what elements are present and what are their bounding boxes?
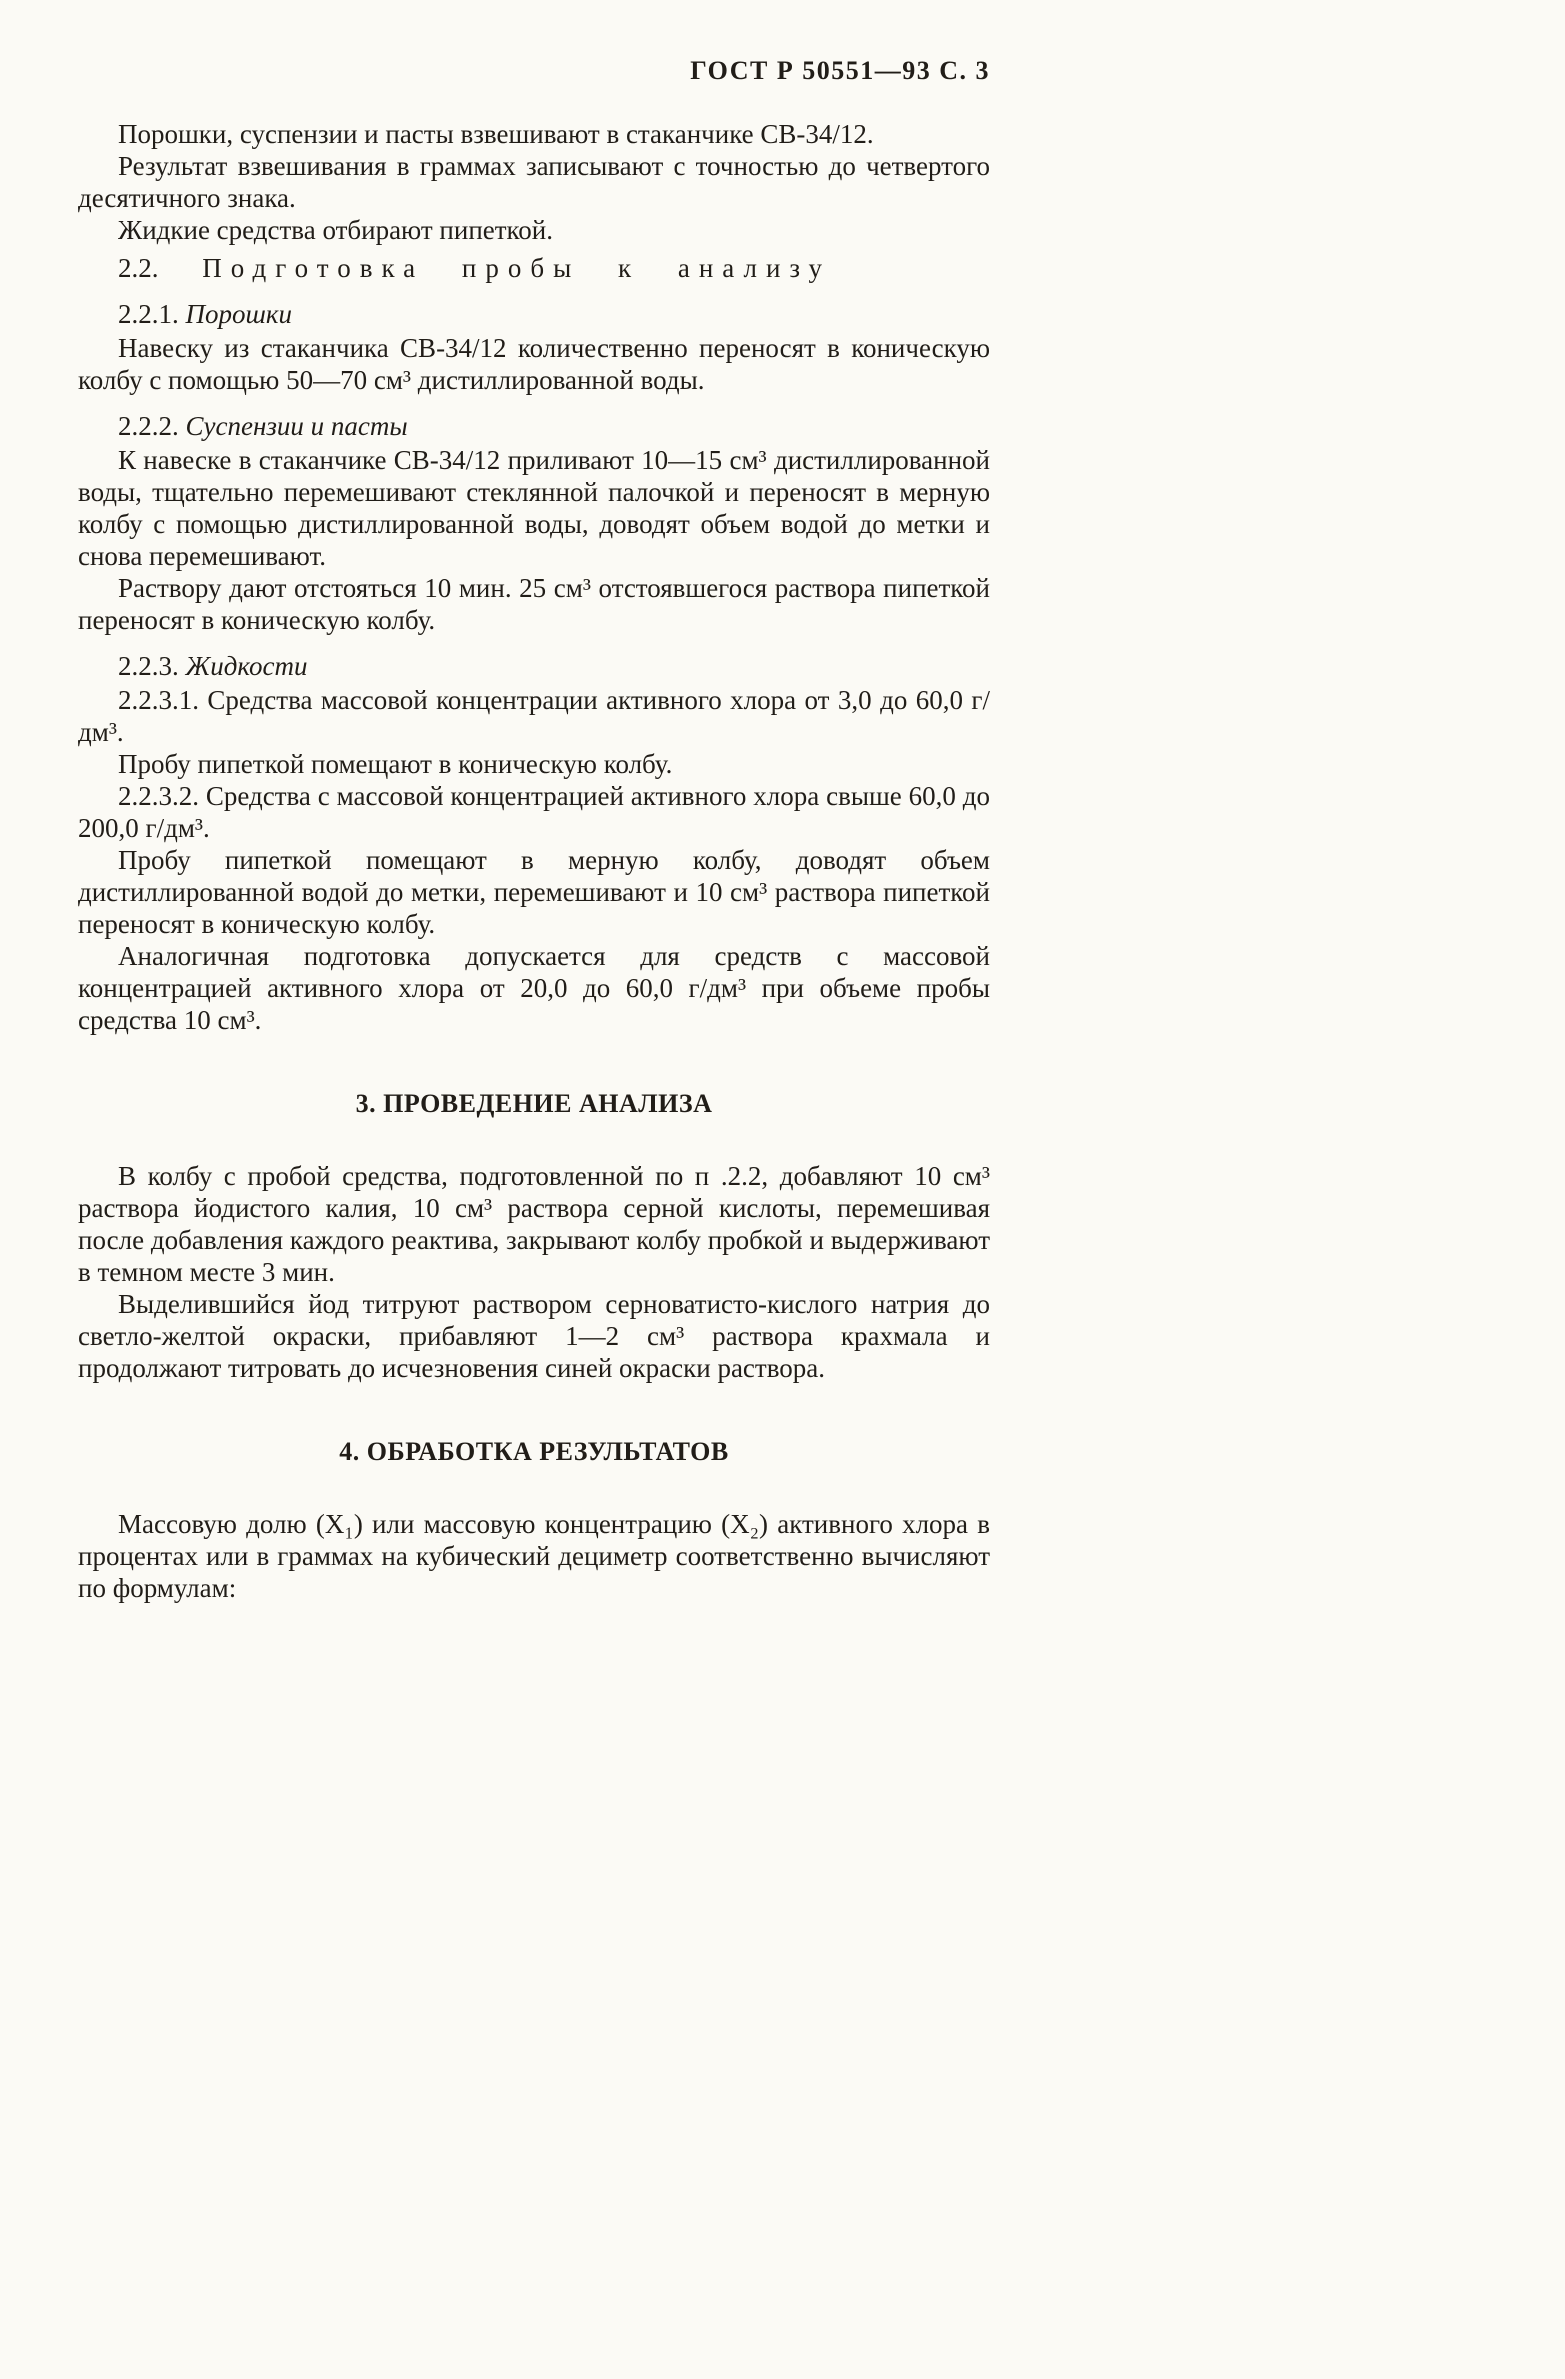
text-column: [78, 0, 990, 1604]
paragraph: Выделившийся йод титруют раствором серноватисто-кислого натрия до светло-желтой окраски, прибавляют 1—2 см³ раствора крахмала и продолжают титровать до исчезновения синей окраски раствора.: [78, 1289, 990, 1383]
paragraph: Результат взвешивания в граммах записывают с точностью до четвертого десятичного знака.: [78, 151, 990, 213]
paragraph: Навеску из стаканчика СВ-34/12 количественно переносят в коническую колбу с помощью 50—70 см³ дистиллированной воды.: [78, 333, 990, 395]
paragraph: К навеске в стаканчике СВ-34/12 приливают 10—15 см³ дистиллированной воды, тщательно перемешивают стеклянной палочкой и переносят в мерную колбу с помощью дистиллированной воды, доводят объем водой до метки и снова перемешивают.: [78, 445, 990, 571]
subheading: [78, 650, 990, 682]
document-content: [78, 118, 990, 1604]
paragraph: Пробу пипеткой помещают в коническую колбу.: [118, 749, 673, 779]
heading-number: 2.2.: [118, 253, 159, 283]
paragraph: 2.2.3.1. Средства массовой концентрации активного хлора от 3,0 до 60,0 г/дм³.: [78, 685, 990, 747]
paragraph: Массовую долю (X₁) или массовую концентрацию (X₂) активного хлора в процентах или в граммах на кубический дециметр соответственно вычисляют по формулам:: [78, 1509, 990, 1603]
heading-number: 2.2.2.: [118, 411, 179, 441]
paragraph: Пробу пипеткой помещают в мерную колбу, доводят объем дистиллированной водой до метки, перемешивают и 10 см³ раствора пипеткой переносят в коническую колбу.: [78, 845, 990, 939]
spaced-heading: [78, 252, 990, 284]
heading-title: Жидкости: [178, 651, 308, 681]
heading-title: Суспензии и пасты: [178, 411, 408, 441]
subheading: [78, 410, 990, 442]
paragraph: Раствору дают отстояться 10 мин. 25 см³ отстоявшегося раствора пипеткой переносят в коническую колбу.: [78, 573, 990, 635]
heading-number: 2.2.1.: [118, 299, 179, 329]
heading-number: 2.2.3.: [118, 651, 179, 681]
paragraph: Жидкие средства отбирают пипеткой.: [118, 215, 553, 245]
heading-title: Подготовка пробы к анализу: [164, 253, 832, 283]
paragraph: Аналогичная подготовка допускается для средств с массовой концентрацией активного хлора от 20,0 до 60,0 г/дм³ при объеме пробы средства 10 см³.: [78, 941, 990, 1035]
section-heading: 3. ПРОВЕДЕНИЕ АНАЛИЗА: [355, 1089, 713, 1118]
heading-title: Порошки: [178, 299, 293, 329]
paragraph: 2.2.3.2. Средства с массовой концентрацией активного хлора свыше 60,0 до 200,0 г/дм³.: [78, 781, 990, 843]
paragraph: В колбу с пробой средства, подготовленной по п .2.2, добавляют 10 см³ раствора йодистого калия, 10 см³ раствора серной кислоты, перемешивая после добавления каждого реактива, закрывают колбу пробкой и выдерживают в темном месте 3 мин.: [78, 1161, 990, 1287]
subheading: [78, 298, 990, 330]
page-header: ГОСТ Р 50551—93 С. 3: [690, 56, 990, 85]
section-heading: 4. ОБРАБОТКА РЕЗУЛЬТАТОВ: [339, 1437, 729, 1466]
paragraph: Порошки, суспензии и пасты взвешивают в стаканчике СВ-34/12.: [118, 119, 874, 149]
